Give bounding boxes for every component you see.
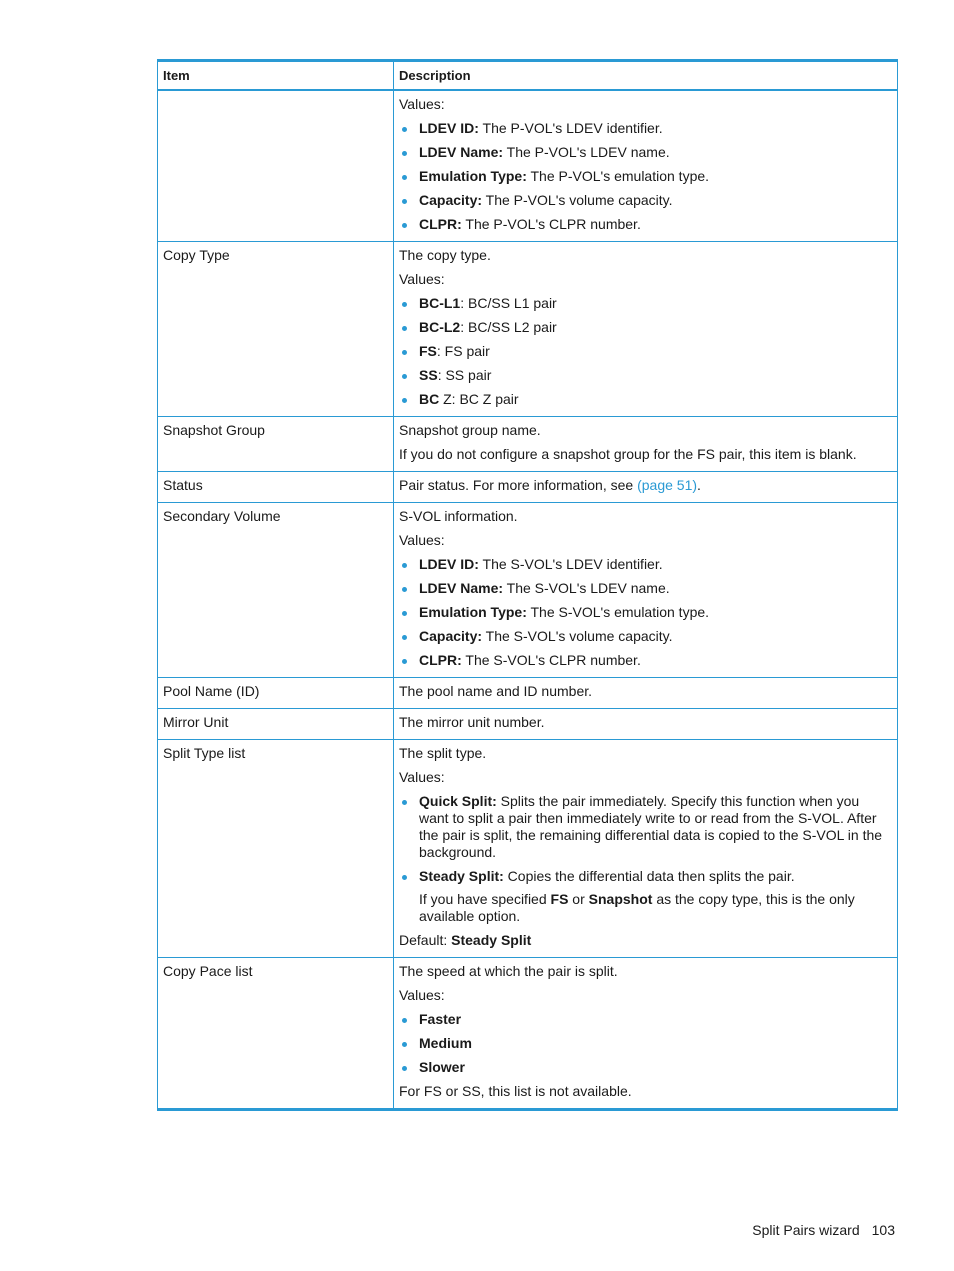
bullet-icon xyxy=(402,1066,407,1071)
default-text: Default: Steady Split xyxy=(399,932,532,948)
row-description-secondary-volume xyxy=(394,503,898,678)
values-label: Values: xyxy=(399,271,445,287)
list-item: CLPR: The P-VOL's CLPR number. xyxy=(399,216,892,233)
row-item-copy-pace: Copy Pace list xyxy=(158,958,394,1110)
bullet-icon xyxy=(402,611,407,616)
description-text: Pair status. For more information, see (page 51). xyxy=(399,477,701,493)
values-list xyxy=(399,120,892,233)
bullet-icon xyxy=(402,563,407,568)
bullet-icon xyxy=(402,587,407,592)
bullet-icon xyxy=(402,1042,407,1047)
bullet-icon xyxy=(402,223,407,228)
row-item-pool-name: Pool Name (ID) xyxy=(158,678,394,709)
table-row xyxy=(158,90,898,242)
row-item-split-type: Split Type list xyxy=(158,740,394,958)
description-table xyxy=(157,59,898,1111)
table-header-row xyxy=(158,61,898,91)
description-text: The mirror unit number. xyxy=(399,714,545,730)
bullet-icon xyxy=(402,800,407,805)
table-row xyxy=(158,958,898,1110)
list-item: FS: FS pair xyxy=(399,343,892,360)
row-item-secondary-volume: Secondary Volume xyxy=(158,503,394,678)
values-list xyxy=(399,556,892,669)
list-item: Medium xyxy=(399,1035,892,1052)
bullet-icon xyxy=(402,302,407,307)
row-item-copy-type: Copy Type xyxy=(158,242,394,417)
description-text: The speed at which the pair is split. xyxy=(399,963,618,979)
list-item: LDEV Name: The S-VOL's LDEV name. xyxy=(399,580,892,597)
row-item-mirror-unit: Mirror Unit xyxy=(158,709,394,740)
bullet-icon xyxy=(402,1018,407,1023)
row-description-snapshot-group xyxy=(394,417,898,472)
values-list xyxy=(399,793,892,925)
table-row xyxy=(158,242,898,417)
table-row xyxy=(158,503,898,678)
footer-title: Split Pairs wizard xyxy=(752,1222,860,1238)
note-text: If you have specified FS or Snapshot as the copy type, this is the only available option. xyxy=(419,891,855,924)
table-row xyxy=(158,678,898,709)
values-label: Values: xyxy=(399,987,445,1003)
bullet-icon xyxy=(402,175,407,180)
list-item: Emulation Type: The P-VOL's emulation type. xyxy=(399,168,892,185)
values-label: Values: xyxy=(399,769,445,785)
row-description-pool-name xyxy=(394,678,898,709)
bullet-icon xyxy=(402,659,407,664)
table-row xyxy=(158,417,898,472)
header-description: Description xyxy=(394,61,898,91)
list-item: Emulation Type: The S-VOL's emulation type. xyxy=(399,604,892,621)
list-item: CLPR: The S-VOL's CLPR number. xyxy=(399,652,892,669)
list-item: Quick Split: Splits the pair immediately. Specify this function when you want to split a pair then immediately write to or read from the S-VOL. After the pair is split, the remaining differential data is copied to the S-VOL in the background. xyxy=(399,793,892,861)
bullet-icon xyxy=(402,635,407,640)
bullet-icon xyxy=(402,398,407,403)
description-text: S-VOL information. xyxy=(399,508,518,524)
row-description-copy-pace xyxy=(394,958,898,1110)
table-row xyxy=(158,740,898,958)
bullet-icon xyxy=(402,326,407,331)
values-list xyxy=(399,1011,892,1076)
list-item: Slower xyxy=(399,1059,892,1076)
row-description-primary xyxy=(394,90,898,242)
list-item: Steady Split: Copies the differential data then splits the pair. If you have specified FS or Snapshot as the copy type, this is the only available option. xyxy=(399,868,892,925)
bullet-icon xyxy=(402,151,407,156)
row-item-status: Status xyxy=(158,472,394,503)
row-description-mirror-unit xyxy=(394,709,898,740)
bullet-icon xyxy=(402,875,407,880)
bullet-icon xyxy=(402,127,407,132)
row-description-status xyxy=(394,472,898,503)
values-label: Values: xyxy=(399,96,445,112)
row-item-snapshot-group: Snapshot Group xyxy=(158,417,394,472)
list-item: Faster xyxy=(399,1011,892,1028)
list-item: LDEV ID: The S-VOL's LDEV identifier. xyxy=(399,556,892,573)
list-item: LDEV ID: The P-VOL's LDEV identifier. xyxy=(399,120,892,137)
list-item: SS: SS pair xyxy=(399,367,892,384)
row-description-copy-type xyxy=(394,242,898,417)
list-item: Capacity: The S-VOL's volume capacity. xyxy=(399,628,892,645)
list-item: Capacity: The P-VOL's volume capacity. xyxy=(399,192,892,209)
list-item: LDEV Name: The P-VOL's LDEV name. xyxy=(399,144,892,161)
description-text: The copy type. xyxy=(399,247,491,263)
description-text: If you do not configure a snapshot group for the FS pair, this item is blank. xyxy=(399,446,857,462)
values-label: Values: xyxy=(399,532,445,548)
list-item: BC Z: BC Z pair xyxy=(399,391,892,408)
bullet-icon xyxy=(402,350,407,355)
values-list xyxy=(399,295,892,408)
list-item: BC-L1: BC/SS L1 pair xyxy=(399,295,892,312)
page-link[interactable]: (page 51) xyxy=(637,477,698,493)
table-row xyxy=(158,709,898,740)
list-item: BC-L2: BC/SS L2 pair xyxy=(399,319,892,336)
bullet-icon xyxy=(402,374,407,379)
description-text: The split type. xyxy=(399,745,487,761)
table-row xyxy=(158,472,898,503)
page-number: 103 xyxy=(871,1222,895,1238)
description-text: The pool name and ID number. xyxy=(399,683,593,699)
row-description-split-type xyxy=(394,740,898,958)
page-footer xyxy=(752,1222,895,1238)
description-text: Snapshot group name. xyxy=(399,422,541,438)
row-item-primary xyxy=(158,90,394,242)
bullet-icon xyxy=(402,199,407,204)
footnote-text: For FS or SS, this list is not available. xyxy=(399,1083,632,1099)
header-item: Item xyxy=(158,61,394,91)
